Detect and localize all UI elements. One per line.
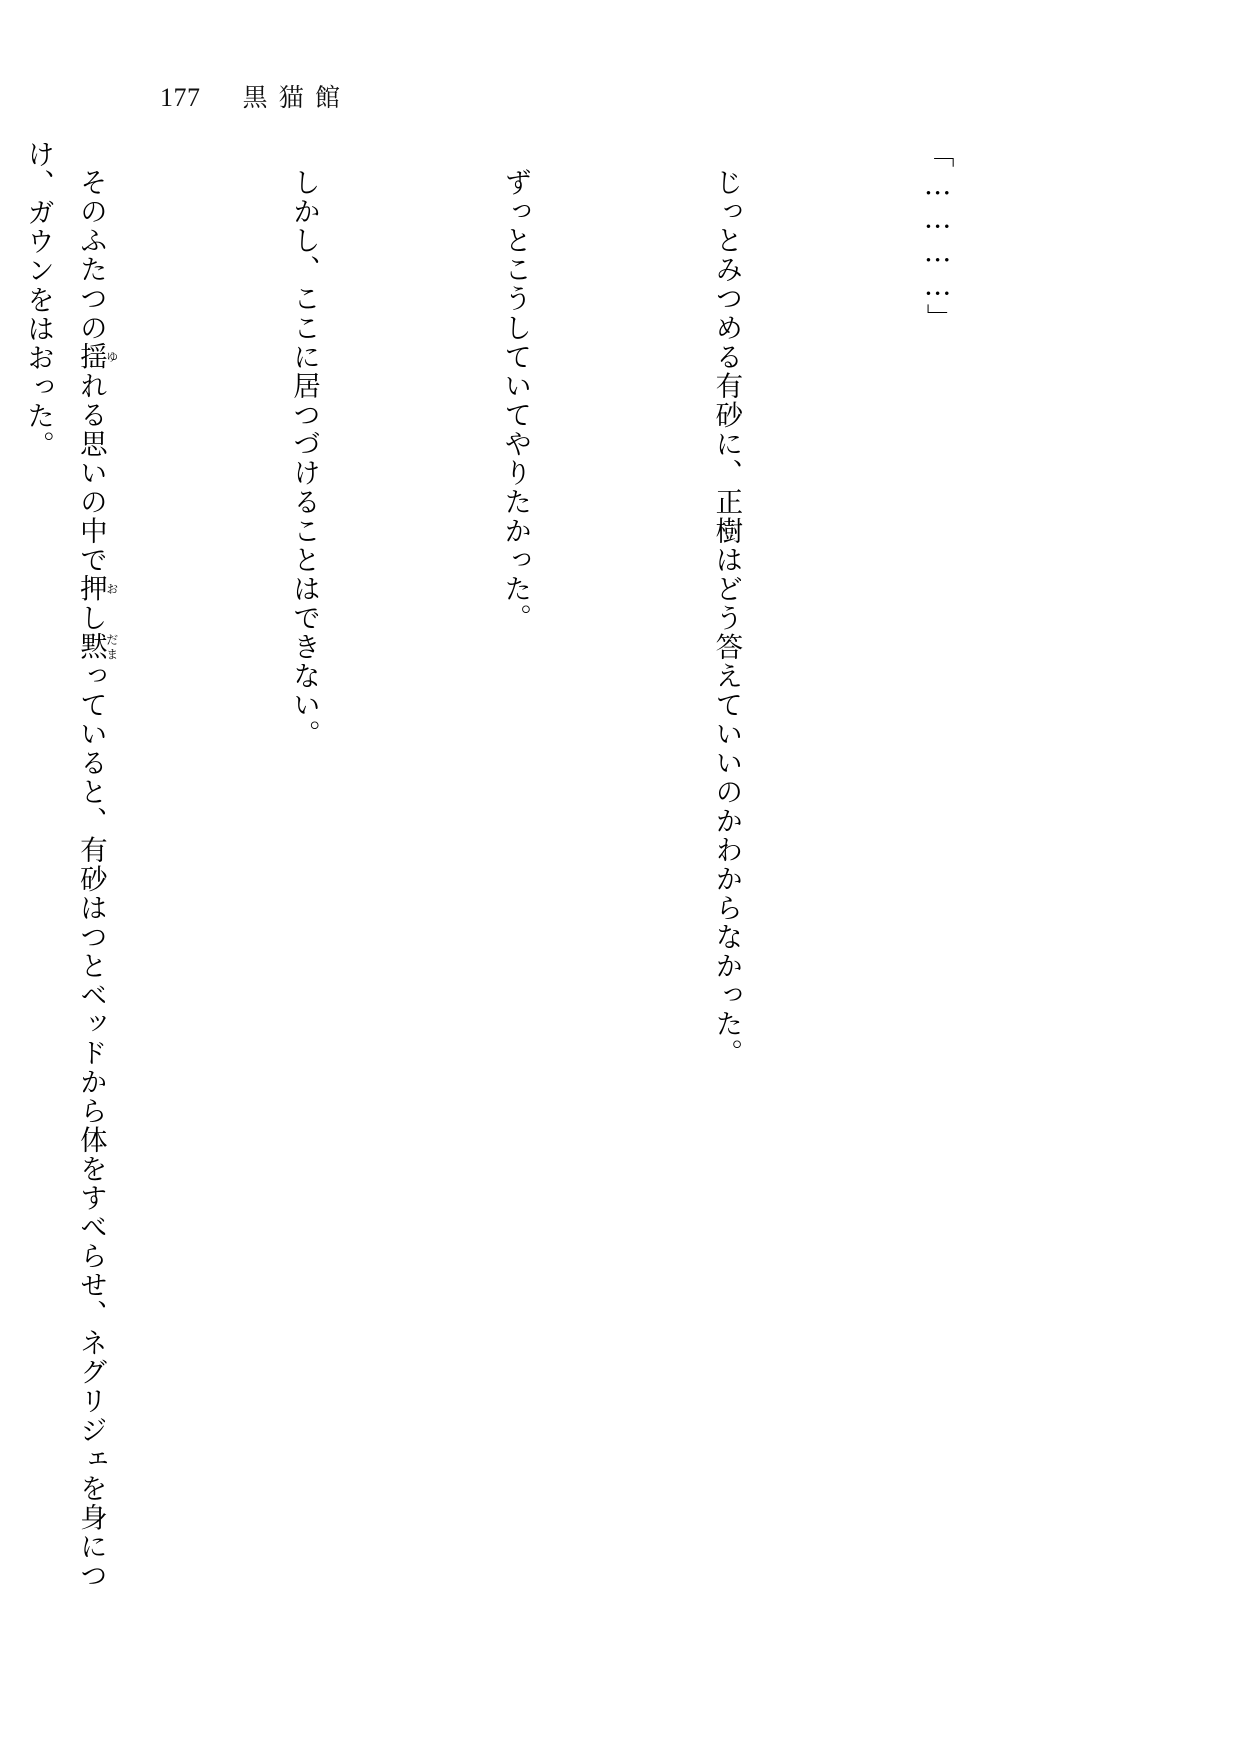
page-number: 177: [160, 83, 201, 112]
paragraph: そのふたつの揺ゆれる思いの中で押おし黙だまっていると、有砂はつとベッドから体をすべらせ、ネグリジェを身につけ、ガウンをはおった。: [22, 140, 119, 1590]
ruby-oshi: 押お: [74, 573, 119, 603]
paragraph: ずっとこうしていてやりたかった。: [499, 167, 532, 632]
ruby-yure: 揺ゆ: [74, 341, 119, 371]
paragraph: しかし、ここに居つづけることはできない。: [288, 167, 321, 748]
paragraph: じっとみつめる有砂に、正樹はどう答えていいのかわからなかった。: [710, 167, 743, 1067]
running-title: 黒猫館: [242, 83, 352, 112]
paragraph: 「…………」: [921, 140, 954, 333]
page-header: [160, 78, 351, 114]
vertical-body-text: [0, 140, 1122, 1610]
ruby-dama: 黙だま: [74, 631, 119, 661]
